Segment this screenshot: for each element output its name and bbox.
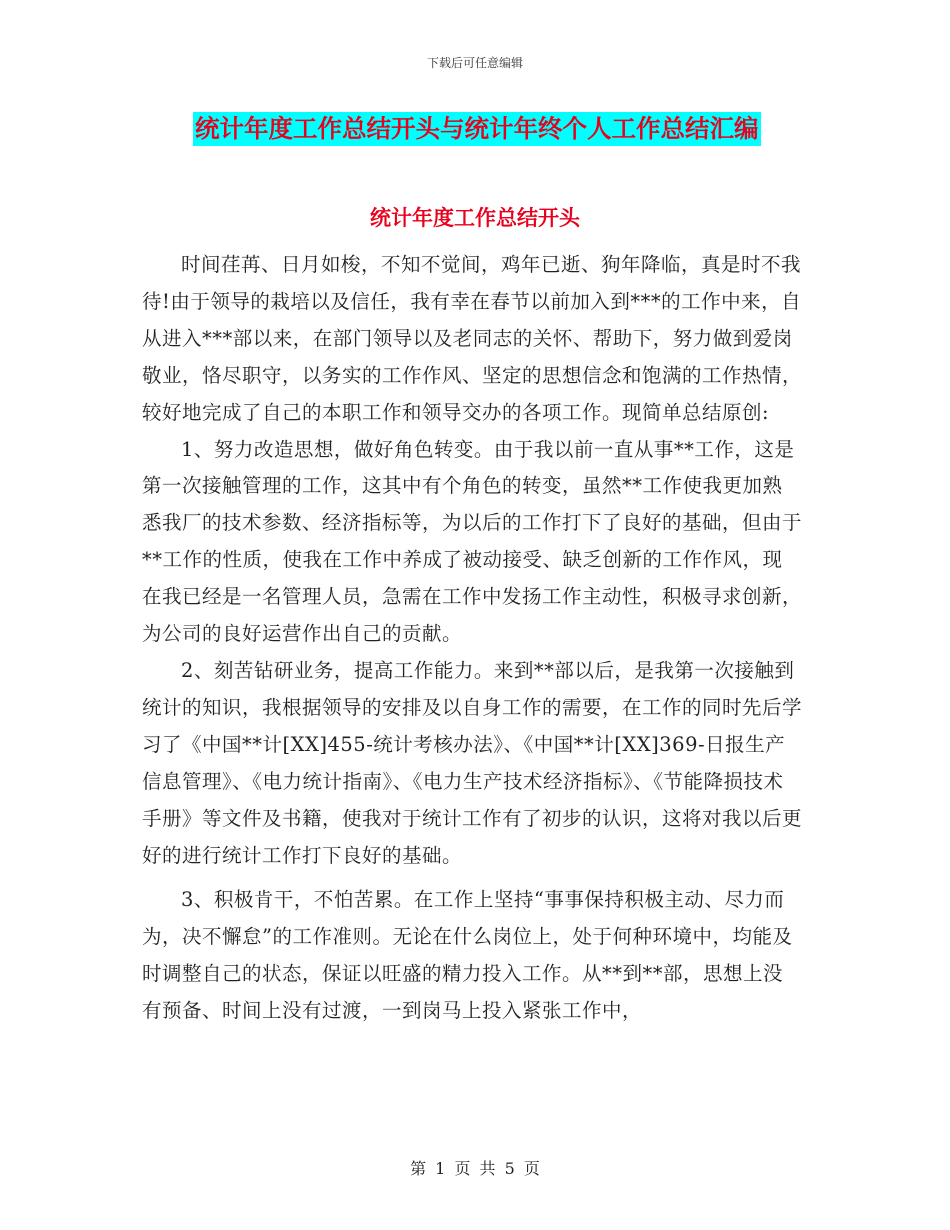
paragraph-point-1: 1、努力改造思想，做好角色转变。由于我以前一直从事**工作，这是第一次接触管理的工作，这其中有个角色的转变，虽然**工作使我更加熟悉我厂的技术参数、经济指标等，为以后的工作打下了良好的基础，但由于**工作的性质，使我在工作中养成了被动接受、缺乏创新的工作作风，现在我已经是一名管理人员，急需在工作中发扬工作主动性，积极寻求创新，为公司的良好运营作出自己的贡献。 [142,437,803,646]
header-note: 下载后可任意编辑 [426,56,523,70]
page-footer: 第 1 页 共 5 页 [410,1159,540,1178]
document-title: 统计年度工作总结开头与统计年终个人工作总结汇编 [193,112,761,146]
paragraph-point-3: 3、积极肯干，不怕苦累。在工作上坚持“事事保持积极主动、尽力而为，决不懈怠”的工作准则。无论在什么岗位上，处于何种环境中，均能及时调整自己的状态，保证以旺盛的精力投入工作。从**到**部，思想上没有预备、时间上没有过渡，一到岗马上投入紧张工作中， [142,888,793,1023]
paragraph-point-2: 2、刻苦钻研业务，提高工作能力。来到**部以后，是我第一次接触到统计的知识，我根据领导的安排及以自身工作的需要，在工作的同时先后学习了《中国**计[XX]455-统计考核办法》、《中国**计[XX]369-日报生产信息管理》、《电力统计指南》、《电力生产技术经济指标》、《节能降损技术手册》等文件及书籍，使我对于统计工作有了初步的认识，这将对我以后更好的进行统计工作打下良好的基础。 [142,658,803,867]
body-text [142,247,802,1030]
paragraph-intro: 时间荏苒、日月如梭，不知不觉间，鸡年已逝、狗年降临，真是时不我待!由于领导的栽培以及信任，我有幸在春节以前加入到***的工作中来，自从进入***部以来，在部门领导以及老同志的关怀、帮助下，努力做到爱岗敬业，恪尽职守，以务实的工作作风、坚定的思想信念和饱满的工作热情，较好地完成了自己的本职工作和领导交办的各项工作。现简单总结原创: [142,253,803,424]
section-title: 统计年度工作总结开头 [370,206,580,230]
